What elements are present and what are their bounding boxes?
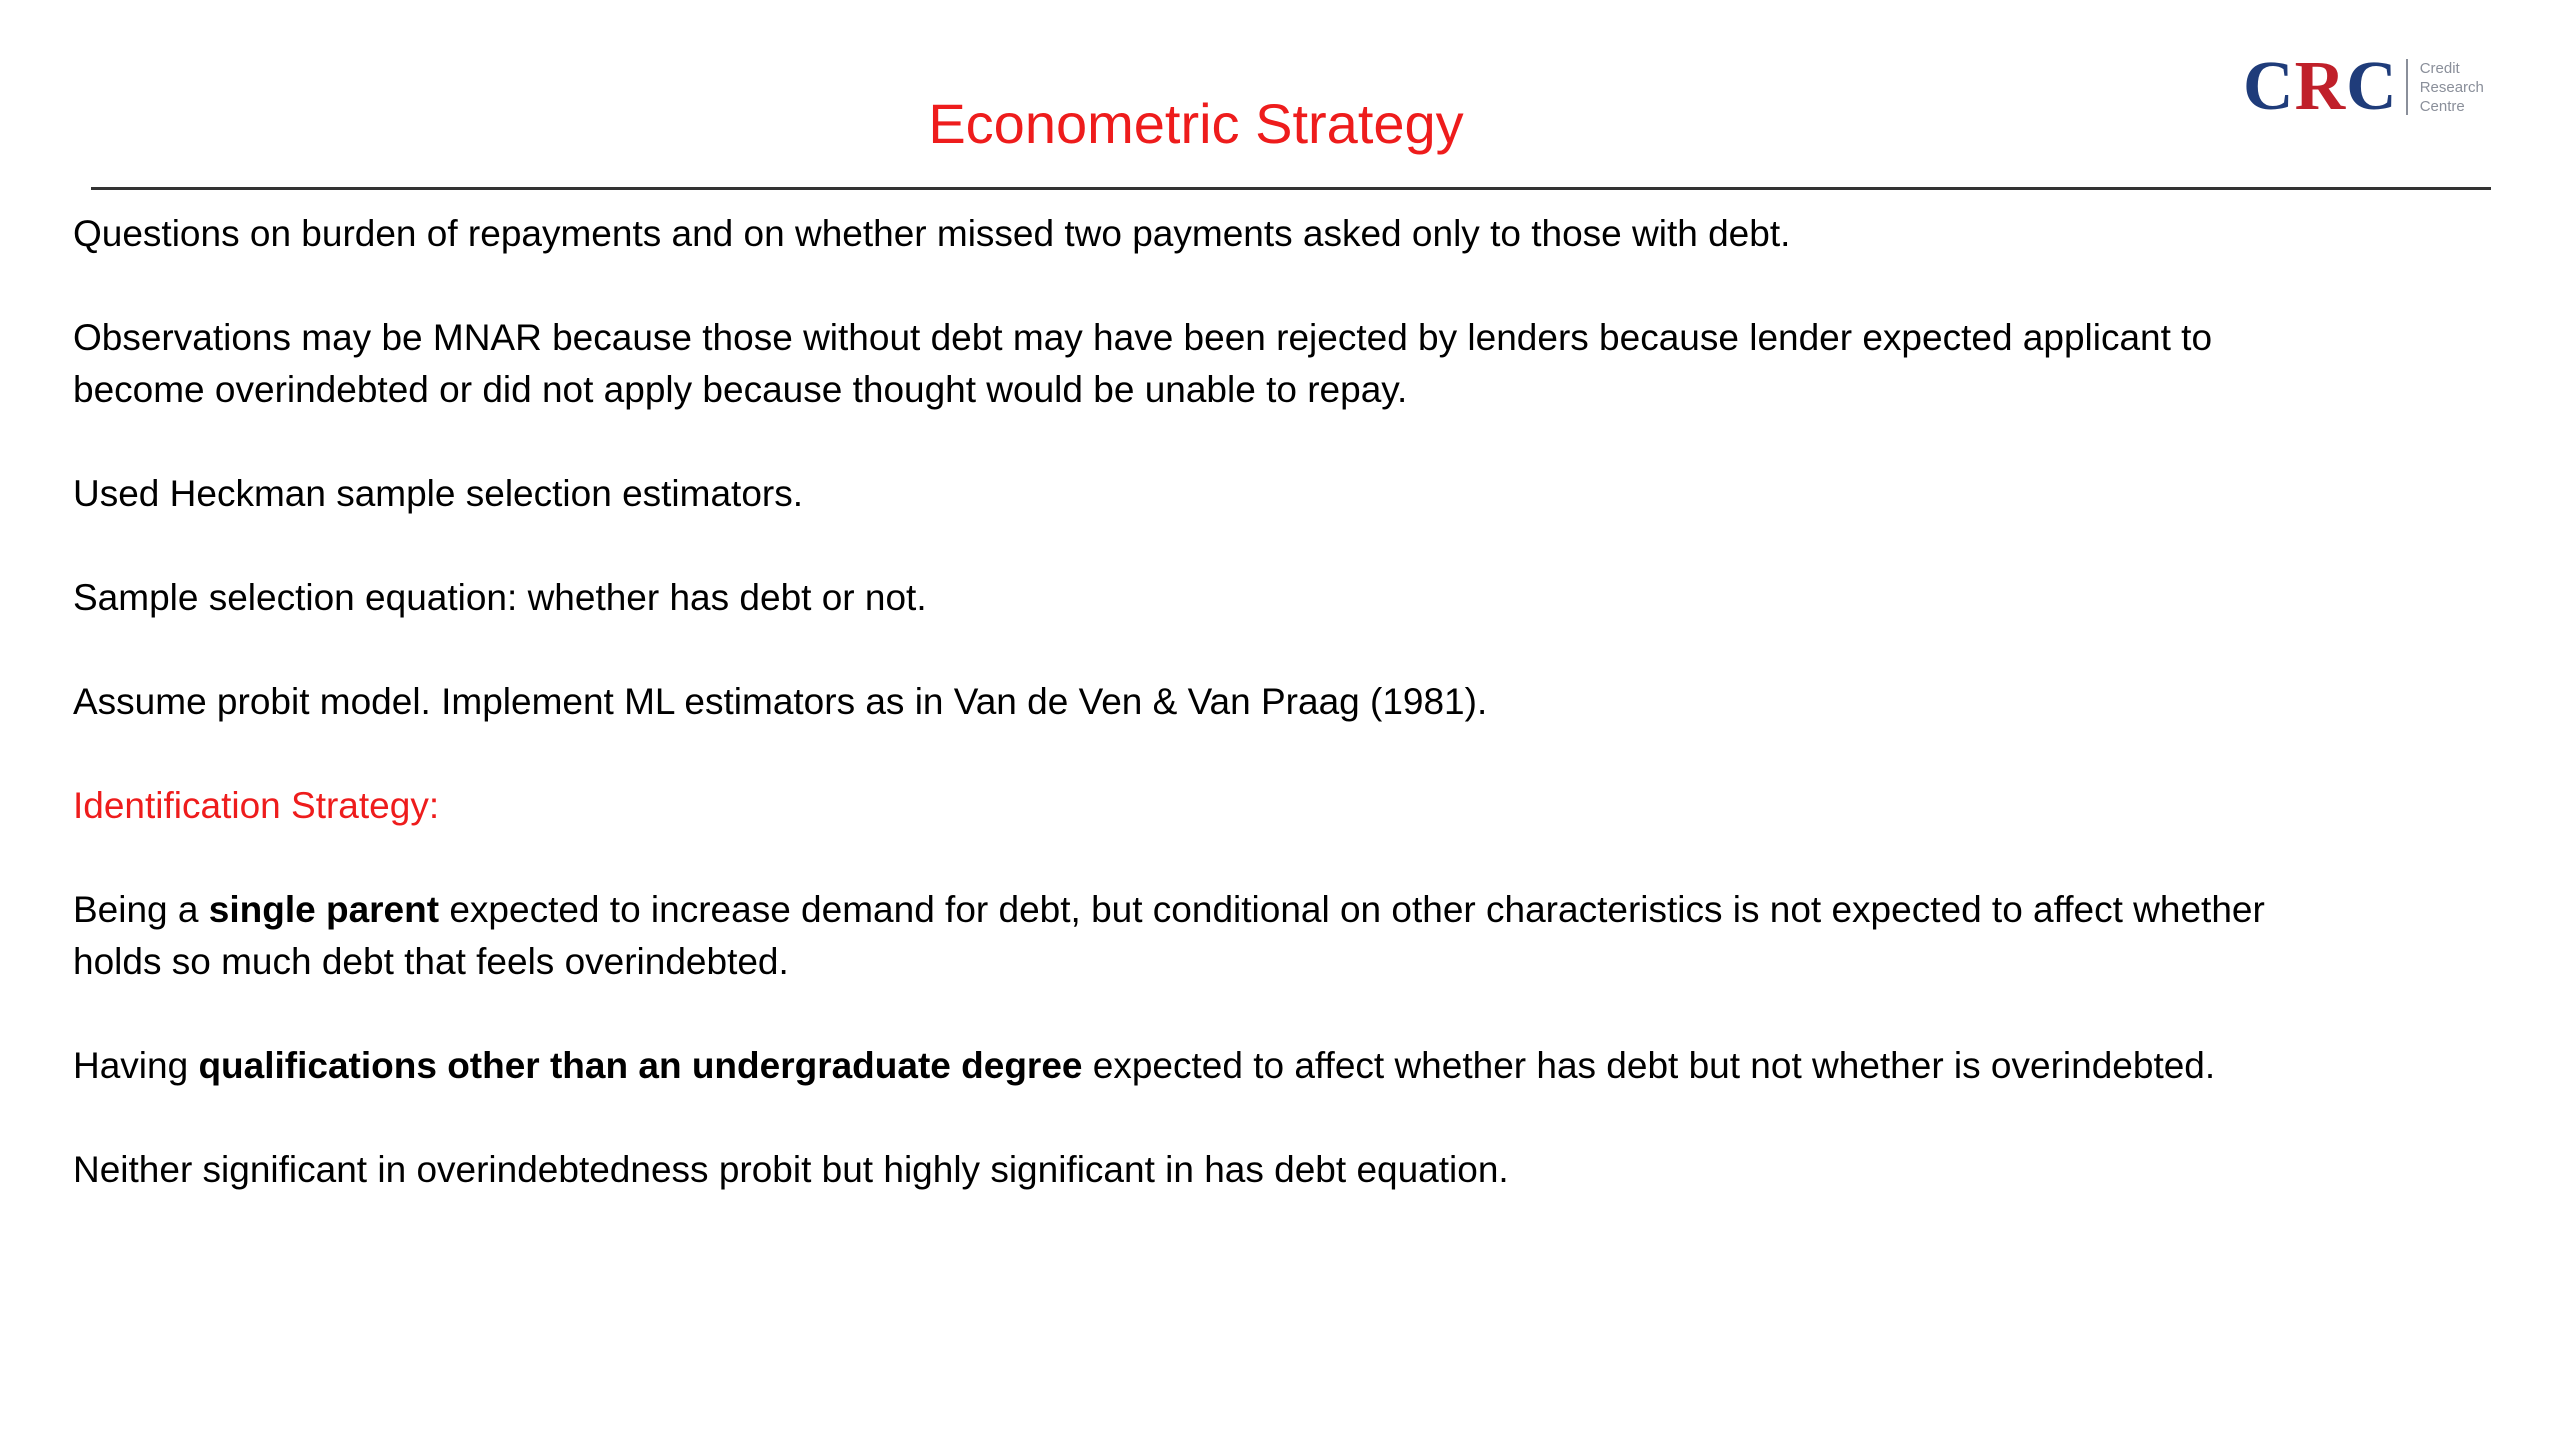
title-divider	[91, 187, 2491, 190]
paragraph-heckman: Used Heckman sample selection estimators.	[73, 473, 804, 514]
logo-line-research: Research	[2419, 78, 2484, 96]
paragraph-qualifications	[73, 1040, 2483, 1092]
single-parent-text-before: Being a	[73, 889, 209, 930]
qualifications-text-before: Having	[73, 1045, 199, 1086]
paragraph-mnar-line-1: Observations may be MNAR because those without debt may have been rejected by lenders because lender expected applicant to	[73, 317, 2213, 358]
crc-logo	[2243, 48, 2484, 125]
slide-body	[73, 208, 2483, 1248]
single-parent-bold: single parent	[208, 889, 440, 930]
logo-divider	[2406, 59, 2408, 115]
paragraph-probit-model: Assume probit model. Implement ML estimators as in Van de Ven & Van Praag (1981).	[73, 681, 1488, 722]
paragraph-mnar-line-2: become overindebted or did not apply because thought would be unable to repay.	[73, 369, 1408, 410]
identification-strategy-heading: Identification Strategy:	[73, 785, 440, 826]
paragraph-single-parent	[73, 884, 2483, 988]
paragraph-selection-equation: Sample selection equation: whether has debt or not.	[73, 577, 927, 618]
qualifications-text-after: expected to affect whether has debt but not whether is overindebted.	[1082, 1045, 2216, 1086]
logo-letter-c1: C	[2243, 48, 2295, 125]
qualifications-bold: qualifications other than an undergraduate degree	[198, 1045, 1083, 1086]
slide-title: Econometric Strategy	[928, 92, 1464, 155]
paragraph-significance: Neither significant in overindebtedness probit but highly significant in has debt equation.	[73, 1149, 1509, 1190]
logo-line-centre: Centre	[2419, 97, 2465, 115]
logo-mark	[2243, 48, 2398, 125]
logo-letter-c2: C	[2346, 48, 2398, 125]
logo-subtitle	[2420, 59, 2484, 116]
paragraph-mnar	[73, 312, 2483, 416]
logo-line-credit: Credit	[2419, 59, 2460, 77]
logo-letter-r: R	[2294, 48, 2347, 125]
paragraph-repayment-questions: Questions on burden of repayments and on whether missed two payments asked only to those with debt.	[73, 213, 1791, 254]
single-parent-text-after: expected to increase demand for debt, but conditional on other characteristics is not expected to affect whether	[439, 889, 2265, 930]
single-parent-line-2: holds so much debt that feels overindebted.	[73, 941, 789, 982]
